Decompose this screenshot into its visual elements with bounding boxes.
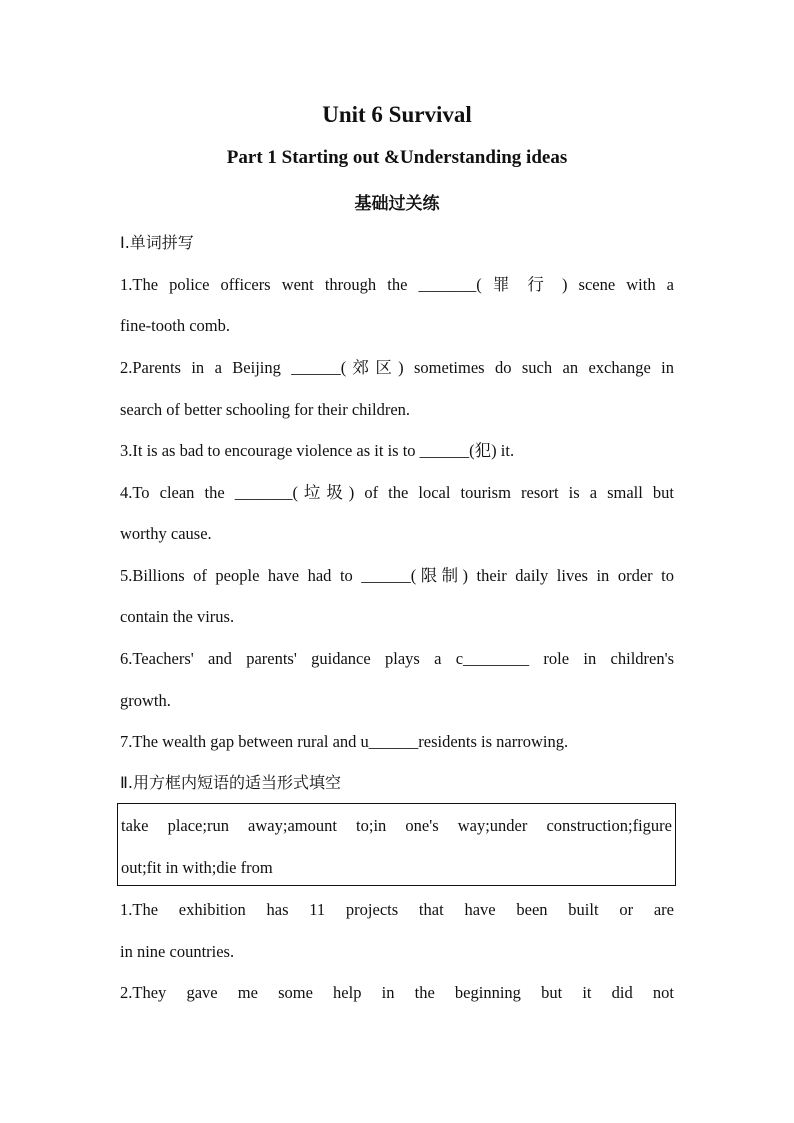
q4-line-2: worthy cause.: [120, 524, 212, 543]
q6-line-1: 6.Teachers' and parents' guidance plays a c________ role in children's: [120, 649, 674, 668]
s2-q1-line-1: 1.The exhibition has 11 projects that have been built or are: [120, 900, 674, 919]
phrase-box-line-1: take place;run away;amount to;in one's way;under construction;figure: [121, 816, 672, 835]
q2-line-2: search of better schooling for their children.: [120, 400, 411, 419]
s2-q2-line-1: 2.They gave me some help in the beginning but it did not: [120, 983, 674, 1002]
q2-line-1: 2.Parents in a Beijing ______(郊区) sometimes do such an exchange in: [120, 358, 674, 377]
q7-line-1: 7.The wealth gap between rural and u______residents is narrowing.: [120, 732, 569, 751]
part-title: Part 1 Starting out &Understanding ideas: [226, 147, 568, 168]
phrase-box-line-2: out;fit in with;die from: [121, 858, 273, 877]
q5-line-2: contain the virus.: [120, 607, 235, 626]
section-1-heading: Ⅰ.单词拼写: [120, 233, 194, 252]
q6-line-2: growth.: [120, 691, 171, 710]
section-2-heading: Ⅱ.用方框内短语的适当形式填空: [120, 773, 341, 792]
unit-title: Unit 6 Survival: [322, 102, 472, 127]
exercise-subtitle: 基础过关练: [354, 194, 440, 214]
s2-q1-line-2: in nine countries.: [120, 942, 235, 961]
q1-line-1: 1.The police officers went through the _______( 罪 行 ) scene with a: [120, 275, 674, 294]
phrase-box: [117, 803, 676, 886]
q3-line-1: 3.It is as bad to encourage violence as it is to ______(犯) it.: [120, 441, 515, 460]
q4-line-1: 4.To clean the _______(垃圾) of the local tourism resort is a small but: [120, 483, 674, 502]
q5-line-1: 5.Billions of people have had to ______(限制) their daily lives in order to: [120, 566, 674, 585]
q1-line-2: fine-tooth comb.: [120, 316, 230, 335]
